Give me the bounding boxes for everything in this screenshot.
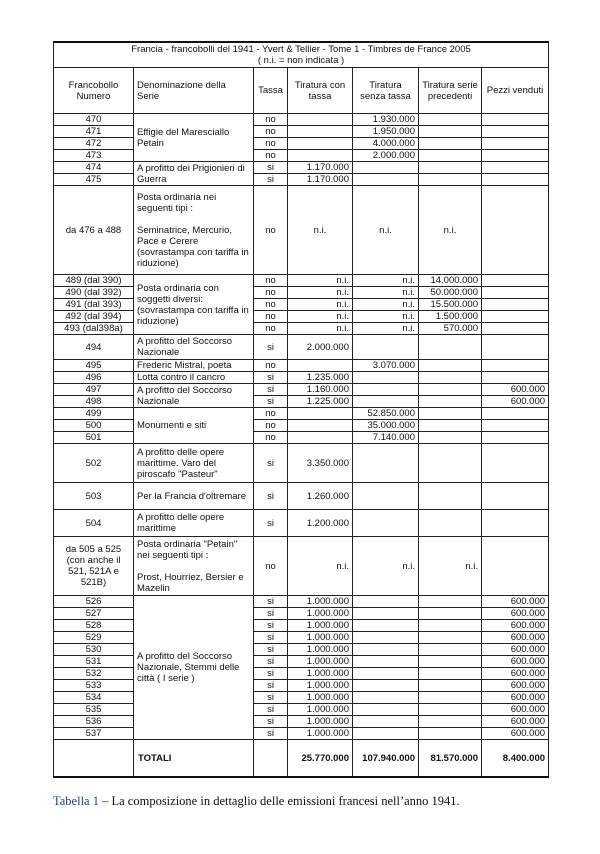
tiratura-senza-tassa-cell: n.i. <box>353 311 419 323</box>
tiratura-senza-tassa-cell <box>353 680 419 692</box>
stamp-number: 498 <box>54 396 134 408</box>
pezzi-venduti-cell <box>482 323 549 335</box>
tiratura-con-tassa-cell: n.i. <box>288 287 353 299</box>
pezzi-venduti-cell: 600.000 <box>482 644 549 656</box>
tassa-cell: si <box>254 632 288 644</box>
stamp-number: 537 <box>54 728 134 740</box>
pezzi-venduti-cell <box>482 372 549 384</box>
tiratura-con-tassa-cell: 1.000.000 <box>288 596 353 608</box>
tiratura-con-tassa-cell: 1.000.000 <box>288 668 353 680</box>
series-description: Frederic Mistral, poeta <box>134 360 254 372</box>
tiratura-con-tassa-cell <box>288 126 353 138</box>
tassa-cell: no <box>254 408 288 420</box>
tassa-cell: no <box>254 323 288 335</box>
tiratura-con-tassa-cell <box>288 150 353 162</box>
tiratura-precedenti-cell <box>419 680 482 692</box>
tassa-cell: si <box>254 162 288 174</box>
pezzi-venduti-cell <box>482 275 549 287</box>
tassa-cell: no <box>254 138 288 150</box>
table-row <box>54 138 549 150</box>
stamp-number: 499 <box>54 408 134 420</box>
tassa-cell: si <box>254 384 288 396</box>
stamp-number: 502 <box>54 444 134 483</box>
tiratura-con-tassa-cell: n.i. <box>288 186 353 275</box>
tiratura-precedenti-cell: n.i. <box>419 537 482 596</box>
tiratura-senza-tassa-cell <box>353 335 419 360</box>
table-row <box>54 162 549 174</box>
tiratura-senza-tassa-cell <box>353 396 419 408</box>
totals-row <box>54 740 549 778</box>
table-row <box>54 704 549 716</box>
table-row <box>54 596 549 608</box>
tassa-cell: si <box>254 692 288 704</box>
stamp-number: 495 <box>54 360 134 372</box>
total-senza-tassa: 107.940.000 <box>353 740 419 778</box>
series-description: Lotta contro il cancro <box>134 372 254 384</box>
pezzi-venduti-cell: 600.000 <box>482 596 549 608</box>
stamp-number: 532 <box>54 668 134 680</box>
table-row <box>54 384 549 396</box>
table-row <box>54 656 549 668</box>
tiratura-con-tassa-cell: 1.235.000 <box>288 372 353 384</box>
tassa-cell: si <box>254 668 288 680</box>
stamp-number: 535 <box>54 704 134 716</box>
tiratura-precedenti-cell <box>419 632 482 644</box>
tiratura-precedenti-cell: 570.000 <box>419 323 482 335</box>
tiratura-precedenti-cell: 50.000.000 <box>419 287 482 299</box>
tassa-cell: no <box>254 150 288 162</box>
pezzi-venduti-cell <box>482 444 549 483</box>
tassa-cell: si <box>254 644 288 656</box>
pezzi-venduti-cell: 600.000 <box>482 716 549 728</box>
stamp-number: 492 (dal 394) <box>54 311 134 323</box>
tiratura-senza-tassa-cell <box>353 728 419 740</box>
stamp-number: 528 <box>54 620 134 632</box>
series-description: A profitto dei Prigionieri di Guerra <box>134 162 254 186</box>
tiratura-senza-tassa-cell: 35.000.000 <box>353 420 419 432</box>
tiratura-precedenti-cell <box>419 138 482 150</box>
table-row <box>54 360 549 372</box>
tiratura-senza-tassa-cell: 1.930.000 <box>353 114 419 126</box>
tiratura-precedenti-cell <box>419 483 482 510</box>
table-row <box>54 396 549 408</box>
tiratura-senza-tassa-cell <box>353 692 419 704</box>
tiratura-con-tassa-cell <box>288 420 353 432</box>
tiratura-senza-tassa-cell: 7.140.000 <box>353 432 419 444</box>
tiratura-con-tassa-cell: n.i. <box>288 323 353 335</box>
pezzi-venduti-cell <box>482 299 549 311</box>
tiratura-precedenti-cell <box>419 408 482 420</box>
stamp-number: 504 <box>54 510 134 537</box>
tiratura-con-tassa-cell: 1.000.000 <box>288 728 353 740</box>
caption-label: Tabella 1 <box>53 794 99 808</box>
tiratura-senza-tassa-cell: n.i. <box>353 186 419 275</box>
tassa-cell: si <box>254 510 288 537</box>
pezzi-venduti-cell: 600.000 <box>482 728 549 740</box>
tassa-cell: no <box>254 186 288 275</box>
tiratura-senza-tassa-cell <box>353 716 419 728</box>
tiratura-con-tassa-cell: 1.000.000 <box>288 656 353 668</box>
series-description: Posta ordinaria con soggetti diversi: (sovrastampa con tariffa in riduzione) <box>134 275 254 335</box>
stamp-issues-table <box>53 41 549 778</box>
table-title-line-2: ( n.i. = non indicata ) <box>257 55 345 66</box>
tiratura-precedenti-cell <box>419 704 482 716</box>
tiratura-con-tassa-cell: 1.000.000 <box>288 620 353 632</box>
tiratura-precedenti-cell <box>419 644 482 656</box>
stamp-number: 530 <box>54 644 134 656</box>
pezzi-venduti-cell: 600.000 <box>482 608 549 620</box>
tiratura-con-tassa-cell: 1.225.000 <box>288 396 353 408</box>
stamp-number: 470 <box>54 114 134 126</box>
pezzi-venduti-cell <box>482 186 549 275</box>
tiratura-senza-tassa-cell <box>353 162 419 174</box>
tiratura-con-tassa-cell: n.i. <box>288 299 353 311</box>
tassa-cell: no <box>254 275 288 287</box>
totals-label: TOTALI <box>134 740 254 778</box>
tassa-cell: si <box>254 728 288 740</box>
tiratura-precedenti-cell <box>419 692 482 704</box>
table-row <box>54 716 549 728</box>
tassa-cell: si <box>254 608 288 620</box>
stamp-number: 472 <box>54 138 134 150</box>
table-title-row <box>54 42 549 68</box>
tiratura-precedenti-cell <box>419 384 482 396</box>
tiratura-senza-tassa-cell <box>353 620 419 632</box>
tiratura-senza-tassa-cell: 4.000.000 <box>353 138 419 150</box>
tiratura-senza-tassa-cell <box>353 632 419 644</box>
stamp-number: 493 (dal398a) <box>54 323 134 335</box>
tiratura-con-tassa-cell <box>288 432 353 444</box>
header-tiratura-senza-tassa: Tiratura senza tassa <box>353 68 419 114</box>
tiratura-precedenti-cell: 1.500.000 <box>419 311 482 323</box>
tassa-cell: si <box>254 444 288 483</box>
tiratura-senza-tassa-cell <box>353 644 419 656</box>
table-row <box>54 114 549 126</box>
total-venduti: 8.400.000 <box>482 740 549 778</box>
table-header-row <box>54 68 549 114</box>
tassa-cell: no <box>254 311 288 323</box>
pezzi-venduti-cell: 600.000 <box>482 692 549 704</box>
series-description: Posta ordinaria "Petain" nei seguenti tipi : Prost, Hourriez, Bersier e Mazelin <box>134 537 254 596</box>
total-con-tassa: 25.770.000 <box>288 740 353 778</box>
tassa-cell: no <box>254 420 288 432</box>
tassa-cell: si <box>254 620 288 632</box>
tiratura-con-tassa-cell: 1.000.000 <box>288 644 353 656</box>
stamp-number: 497 <box>54 384 134 396</box>
tassa-cell: si <box>254 704 288 716</box>
stamp-number: 471 <box>54 126 134 138</box>
stamp-number: 496 <box>54 372 134 384</box>
stamp-number: 534 <box>54 692 134 704</box>
tiratura-senza-tassa-cell: 3.070.000 <box>353 360 419 372</box>
stamp-number: 531 <box>54 656 134 668</box>
tiratura-precedenti-cell <box>419 668 482 680</box>
tiratura-senza-tassa-cell: 52.850.000 <box>353 408 419 420</box>
table-row <box>54 323 549 335</box>
tassa-cell: si <box>254 483 288 510</box>
tiratura-senza-tassa-cell <box>353 704 419 716</box>
stamp-number: 500 <box>54 420 134 432</box>
pezzi-venduti-cell <box>482 138 549 150</box>
tiratura-con-tassa-cell: n.i. <box>288 537 353 596</box>
pezzi-venduti-cell <box>482 287 549 299</box>
tiratura-precedenti-cell <box>419 335 482 360</box>
tiratura-senza-tassa-cell <box>353 174 419 186</box>
totals-spacer <box>54 740 134 778</box>
tiratura-precedenti-cell <box>419 126 482 138</box>
table-body <box>54 114 549 740</box>
table-row <box>54 644 549 656</box>
tiratura-senza-tassa-cell: n.i. <box>353 287 419 299</box>
tiratura-con-tassa-cell: n.i. <box>288 311 353 323</box>
pezzi-venduti-cell <box>482 510 549 537</box>
total-precedenti: 81.570.000 <box>419 740 482 778</box>
tassa-cell: si <box>254 335 288 360</box>
table-row <box>54 537 549 596</box>
tiratura-senza-tassa-cell <box>353 668 419 680</box>
table-row <box>54 483 549 510</box>
tassa-cell: si <box>254 680 288 692</box>
pezzi-venduti-cell: 600.000 <box>482 396 549 408</box>
stamp-number: da 505 a 525 (con anche il 521, 521A e 521B) <box>54 537 134 596</box>
tassa-cell: si <box>254 174 288 186</box>
tiratura-precedenti-cell <box>419 510 482 537</box>
tassa-cell: no <box>254 299 288 311</box>
pezzi-venduti-cell: 600.000 <box>482 668 549 680</box>
tiratura-senza-tassa-cell <box>353 656 419 668</box>
tiratura-precedenti-cell <box>419 608 482 620</box>
stamp-number: 494 <box>54 335 134 360</box>
header-tiratura-precedenti: Tiratura serie precedenti <box>419 68 482 114</box>
table-row <box>54 299 549 311</box>
caption-text: – La composizione in dettaglio delle emissioni francesi nell’anno 1941. <box>98 794 460 808</box>
tiratura-con-tassa-cell: 1.000.000 <box>288 716 353 728</box>
table-row <box>54 420 549 432</box>
stamp-number: 526 <box>54 596 134 608</box>
tiratura-senza-tassa-cell <box>353 608 419 620</box>
series-description: Per la Francia d'oltremare <box>134 483 254 510</box>
tiratura-precedenti-cell <box>419 114 482 126</box>
table-row <box>54 275 549 287</box>
pezzi-venduti-cell: 600.000 <box>482 632 549 644</box>
tiratura-precedenti-cell <box>419 432 482 444</box>
table-row <box>54 608 549 620</box>
stamp-number: 527 <box>54 608 134 620</box>
pezzi-venduti-cell <box>482 150 549 162</box>
tiratura-con-tassa-cell: 3.350.000 <box>288 444 353 483</box>
series-description: Effigie del Maresciallo Petain <box>134 114 254 162</box>
totals-tassa <box>254 740 288 778</box>
tiratura-precedenti-cell <box>419 174 482 186</box>
stamp-number: 474 <box>54 162 134 174</box>
tassa-cell: si <box>254 656 288 668</box>
header-denominazione: Denominazione della Serie <box>134 68 254 114</box>
tiratura-con-tassa-cell: 1.170.000 <box>288 162 353 174</box>
tiratura-precedenti-cell <box>419 596 482 608</box>
pezzi-venduti-cell <box>482 537 549 596</box>
tiratura-con-tassa-cell: 2.000.000 <box>288 335 353 360</box>
table-row <box>54 174 549 186</box>
stamp-number: 473 <box>54 150 134 162</box>
tiratura-senza-tassa-cell <box>353 510 419 537</box>
table-row <box>54 372 549 384</box>
table-title <box>54 42 549 68</box>
tiratura-senza-tassa-cell: 2.000.000 <box>353 150 419 162</box>
tiratura-senza-tassa-cell <box>353 596 419 608</box>
stamp-number: 503 <box>54 483 134 510</box>
table-row <box>54 728 549 740</box>
table-row <box>54 444 549 483</box>
pezzi-venduti-cell <box>482 432 549 444</box>
table-row <box>54 432 549 444</box>
table-row <box>54 335 549 360</box>
pezzi-venduti-cell <box>482 420 549 432</box>
header-pezzi-venduti: Pezzi venduti <box>482 68 549 114</box>
pezzi-venduti-cell <box>482 311 549 323</box>
stamp-number: 501 <box>54 432 134 444</box>
tiratura-precedenti-cell <box>419 396 482 408</box>
tassa-cell: no <box>254 537 288 596</box>
tiratura-precedenti-cell <box>419 716 482 728</box>
tiratura-precedenti-cell <box>419 162 482 174</box>
series-description: A profitto delle opere marittime. Varo del piroscafo "Pasteur" <box>134 444 254 483</box>
tiratura-senza-tassa-cell: n.i. <box>353 323 419 335</box>
table-row <box>54 126 549 138</box>
pezzi-venduti-cell <box>482 408 549 420</box>
tassa-cell: si <box>254 372 288 384</box>
tiratura-con-tassa-cell: 1.260.000 <box>288 483 353 510</box>
tiratura-con-tassa-cell: n.i. <box>288 275 353 287</box>
tiratura-con-tassa-cell <box>288 408 353 420</box>
tiratura-precedenti-cell <box>419 420 482 432</box>
tassa-cell: no <box>254 114 288 126</box>
tiratura-con-tassa-cell: 1.000.000 <box>288 608 353 620</box>
header-tassa: Tassa <box>254 68 288 114</box>
pezzi-venduti-cell <box>482 114 549 126</box>
pezzi-venduti-cell: 600.000 <box>482 656 549 668</box>
pezzi-venduti-cell <box>482 335 549 360</box>
series-description: A profitto delle opere marittime <box>134 510 254 537</box>
tiratura-con-tassa-cell: 1.000.000 <box>288 632 353 644</box>
tiratura-precedenti-cell: n.i. <box>419 186 482 275</box>
series-description: Posta ordinaria nei seguenti tipi : Seminatrice, Mercurio, Pace e Cerere (sovrastampa con tariffa in riduzione) <box>134 186 254 275</box>
tiratura-precedenti-cell <box>419 656 482 668</box>
pezzi-venduti-cell <box>482 174 549 186</box>
tiratura-senza-tassa-cell <box>353 444 419 483</box>
tiratura-senza-tassa-cell <box>353 384 419 396</box>
tassa-cell: no <box>254 360 288 372</box>
tiratura-con-tassa-cell <box>288 138 353 150</box>
pezzi-venduti-cell <box>482 483 549 510</box>
series-description: A profitto del Soccorso Nazionale <box>134 335 254 360</box>
table-row <box>54 632 549 644</box>
table-row <box>54 620 549 632</box>
pezzi-venduti-cell <box>482 126 549 138</box>
table-caption <box>53 794 553 809</box>
table-row <box>54 311 549 323</box>
pezzi-venduti-cell <box>482 162 549 174</box>
stamp-number: 489 (dal 390) <box>54 275 134 287</box>
tiratura-con-tassa-cell: 1.000.000 <box>288 704 353 716</box>
tiratura-senza-tassa-cell <box>353 372 419 384</box>
table-row <box>54 408 549 420</box>
tiratura-senza-tassa-cell: 1.950.000 <box>353 126 419 138</box>
stamp-number: 490 (dal 392) <box>54 287 134 299</box>
tiratura-senza-tassa-cell: n.i. <box>353 275 419 287</box>
table-row <box>54 668 549 680</box>
tassa-cell: si <box>254 596 288 608</box>
tiratura-con-tassa-cell: 1.160.000 <box>288 384 353 396</box>
tiratura-precedenti-cell: 15.500.000 <box>419 299 482 311</box>
tassa-cell: no <box>254 126 288 138</box>
header-tiratura-con-tassa: Tiratura con tassa <box>288 68 353 114</box>
tiratura-con-tassa-cell: 1.200.000 <box>288 510 353 537</box>
table-row <box>54 692 549 704</box>
tiratura-senza-tassa-cell <box>353 483 419 510</box>
stamp-number: 536 <box>54 716 134 728</box>
series-description: A profitto del Soccorso Nazionale, Stemmi delle città ( I serie ) <box>134 596 254 740</box>
tiratura-senza-tassa-cell: n.i. <box>353 537 419 596</box>
table-row <box>54 680 549 692</box>
tassa-cell: si <box>254 396 288 408</box>
tiratura-con-tassa-cell <box>288 360 353 372</box>
tiratura-con-tassa-cell: 1.170.000 <box>288 174 353 186</box>
stamp-number: 491 (dal 393) <box>54 299 134 311</box>
tiratura-precedenti-cell <box>419 150 482 162</box>
table-row <box>54 287 549 299</box>
table-row <box>54 186 549 275</box>
header-numero: Francobollo Numero <box>54 68 134 114</box>
tassa-cell: no <box>254 432 288 444</box>
tiratura-con-tassa-cell: 1.000.000 <box>288 692 353 704</box>
tiratura-senza-tassa-cell: n.i. <box>353 299 419 311</box>
tiratura-precedenti-cell <box>419 372 482 384</box>
pezzi-venduti-cell: 600.000 <box>482 704 549 716</box>
table-row <box>54 150 549 162</box>
series-description: A profitto del Soccorso Nazionale <box>134 384 254 408</box>
tiratura-precedenti-cell: 14.000.000 <box>419 275 482 287</box>
pezzi-venduti-cell: 600.000 <box>482 680 549 692</box>
stamp-number: da 476 a 488 <box>54 186 134 275</box>
pezzi-venduti-cell: 600.000 <box>482 620 549 632</box>
pezzi-venduti-cell <box>482 360 549 372</box>
tassa-cell: si <box>254 716 288 728</box>
pezzi-venduti-cell: 600.000 <box>482 384 549 396</box>
table-row <box>54 510 549 537</box>
tiratura-con-tassa-cell: 1.000.000 <box>288 680 353 692</box>
stamp-number: 529 <box>54 632 134 644</box>
tiratura-precedenti-cell <box>419 728 482 740</box>
tiratura-con-tassa-cell <box>288 114 353 126</box>
tiratura-precedenti-cell <box>419 360 482 372</box>
tiratura-precedenti-cell <box>419 444 482 483</box>
stamp-number: 533 <box>54 680 134 692</box>
tiratura-precedenti-cell <box>419 620 482 632</box>
table-title-line-1: Francia - francobolli del 1941 - Yvert & Tellier - Tome 1 - Timbres de France 2005 <box>131 44 471 55</box>
tassa-cell: no <box>254 287 288 299</box>
stamp-number: 475 <box>54 174 134 186</box>
series-description: Monumenti e siti <box>134 408 254 444</box>
